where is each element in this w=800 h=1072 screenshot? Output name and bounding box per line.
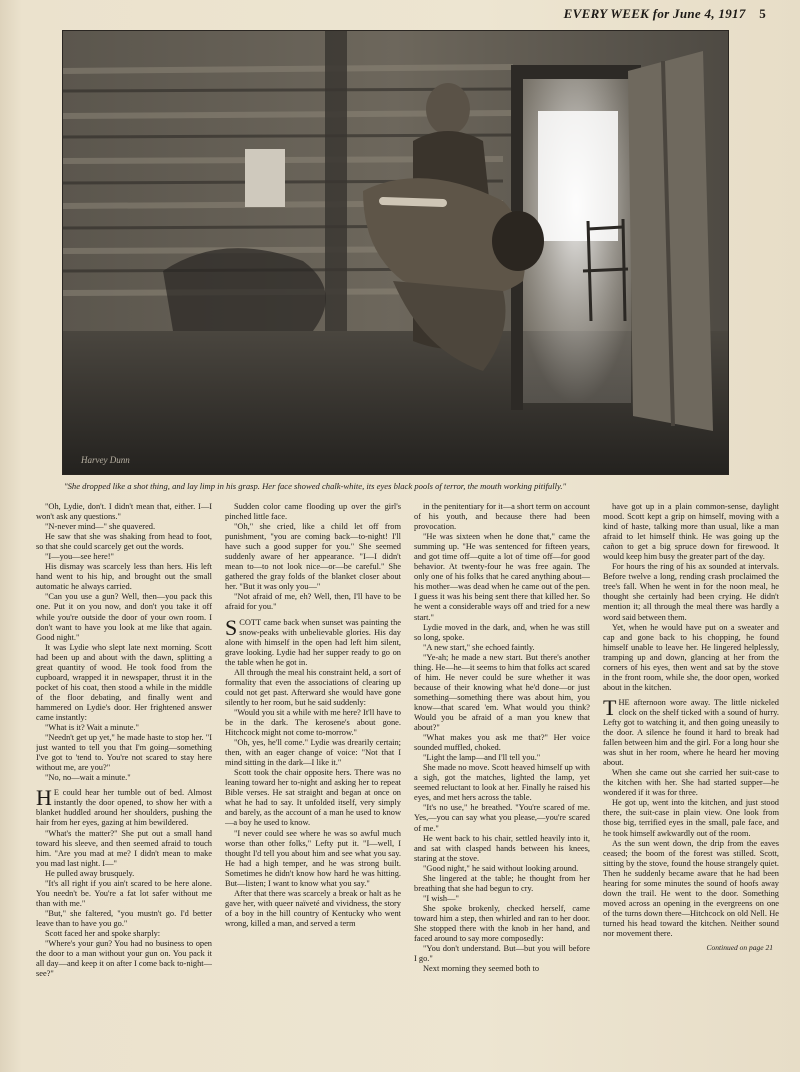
paragraph: She lingered at the table; he thought from her breathing that she had begun to cry.	[414, 873, 590, 893]
paragraph: "I—you—see here!"	[45, 552, 114, 562]
paragraph: "Ye-ah; he made a new start. But there's another thing. He—he—it seems to him that folks act scared of him. He never could be sure whether it was because of their knowing what he'd done—or just something—something there was about him, you know—that scared 'em. What would you think? Would you be afraid of a man you knew that about?"	[414, 652, 590, 733]
page-header	[564, 6, 766, 22]
paragraph: "Would you sit a while with me here? It'll have to be in the dark. The kerosene's about gone. Hitchcock might not come to-morrow."	[225, 707, 401, 738]
section-first-text: HE afternoon wore away. The little nickeled clock on the shelf ticked with a sound of hurry. Lefty got to watching it, and then going uneasily to the door. A silence he found it hard to break had fallen between him and the girl. For a long hour she was shut in her room, where he heard her moving about.	[603, 697, 779, 768]
paragraph: "Oh," she cried, like a child let off from punishment, "you are coming back—to-night! I'll have such a good supper for you." She seemed suddenly aware of her appearance. "I—I didn't mean to—to not look nice—or—be careful." She gathered the gray folds of the blanket closer about her. "But it was only you—"	[225, 522, 401, 592]
column-1	[36, 502, 212, 1057]
drop-cap: T	[603, 694, 617, 720]
column-4	[603, 502, 779, 1057]
paragraph: "N-never mind—" she quavered.	[45, 522, 156, 532]
paragraph: She spoke brokenly, checked herself, came toward him a step, then whirled and ran to her door. She stopped there with the knob in her hand, and faced around to say more composedly:	[414, 903, 590, 944]
paragraph: "I never could see where he was so awful much worse than other folks," Lefty put it. "I—well, I thought I'd tell you about him and see what you say. He had a high temper, and he was strong built. Sometimes he didn't know how hard he was hitting. But—listen; I want to know what you say."	[225, 828, 401, 888]
paragraph: "What makes you ask me that?" Her voice sounded muffled, choked.	[414, 733, 590, 753]
paragraph: "It's no use," he breathed. "You're scared of me. Yes,—you can say what you please,—you're scared of me."	[414, 803, 590, 833]
paragraph: "Not afraid of me, eh? Well, then, I'll have to be afraid for you."	[225, 592, 401, 612]
paragraph: He pulled away brusquely.	[45, 868, 135, 878]
paragraph: For hours the ring of his ax sounded at intervals. Before twelve a long, rending crash proclaimed the tree's fall. When he went in for the noon meal, he thought she certainly had been crying. He didn't mention it; all through the meal there was hardly a word said between them.	[603, 562, 779, 622]
paragraph: Scott took the chair opposite hers. There was no leaning toward her to-night and asking her to repeat Bible verses. He sat straight and began at once on what he had to say. It unfolded itself, very simply and barely, as the account of a man he used to know—a boy he used to know.	[225, 768, 401, 828]
paragraph: Yet, when he would have put on a sweater and cap and gone back to his chopping, he found himself unable to leave her. He lingered helplessly, tramping up and down, glancing at her from the corners of his eyes, then went and sat by the stove in the front room, while she, the door open, worked about in the kitchen.	[603, 622, 779, 692]
paragraph: "I wish—"	[423, 893, 459, 903]
column-3	[414, 502, 590, 1057]
paragraph: "You don't understand. But—but you will before I go."	[414, 944, 590, 964]
paragraph: "Good night," he said without looking around.	[423, 863, 579, 873]
paragraph: "What's the matter?" She put out a small hand toward his sleeve, and then seemed afraid to touch him. "Are you mad at me? I didn't mean to make you mad last night. I—"	[36, 828, 212, 868]
paragraph: Sudden color came flooding up over the girl's pinched little face.	[225, 502, 401, 522]
paragraph: "Where's your gun? You had no business to open the door to a man without your gun on. You pack it all day—and keep it on after I come back to-night—see?"	[36, 939, 212, 979]
paragraph: He got up, went into the kitchen, and just stood there, the suit-case in plain view. One look from those big, terrified eyes in the small, pale face, and he took himself awkwardly out of the room.	[603, 798, 779, 838]
article-columns	[36, 502, 780, 1057]
paragraph: When she came out she carried her suit-case to the kitchen with her. She had started supper—he wondered if it was for three.	[603, 768, 779, 798]
section-start	[603, 694, 779, 768]
paragraph: "No, no—wait a minute."	[45, 773, 131, 783]
continued-link[interactable]: Continued on page 21	[706, 943, 773, 953]
paragraph: "Can you use a gun? Well, then—you pack this one. Put it on you now, and don't you take it off while you're outside the door of your own room. I don't want to have you look at me like that again. Good night."	[36, 592, 212, 642]
drop-cap: H	[36, 785, 52, 811]
paragraph: "A new start," she echoed faintly.	[423, 642, 535, 652]
wall-notice	[245, 149, 285, 207]
paragraph: Lydie moved in the dark, and, when he was still so long, spoke.	[414, 622, 590, 642]
paragraph: "He was sixteen when he done that," came the summing up. "He was sentenced for fifteen years, and got time off—quite a lot of time off—for good behavior. At twenty-four he was free again. The only one of his folks that he cared anything about—his mother—was dead when he came out of the pen. I guess it was his being sent there that killed her. So he went a considerable ways off and tried for a new start."	[414, 532, 590, 622]
paragraph: "Oh, yes, he'll come." Lydie was drearily certain; then, with an eager change of voice: "Not that I mind sitting in the dark—I like it."	[225, 738, 401, 768]
paragraph: "It's all right if you ain't scared to be here alone. You needn't be. You're a fat lot safer without me than with me."	[36, 878, 212, 908]
illustration-caption: "She dropped like a shot thing, and lay limp in his grasp. Her face showed chalk-white, its eyes black pools of terror, the mouth working pitifully."	[64, 481, 567, 491]
paragraph: It was Lydie who slept late next morning. Scott had been up and about with the dawn, splitting a great quantity of wood. He took food from the cupboard, wrapped it in newspaper, thrust it in the pocket of his coat, then stood a while in the middle of the floor debating, and finally went and hammered on Lydie's door. Her frightened answer came instantly:	[36, 642, 212, 722]
column-2	[225, 502, 401, 1057]
paragraph: Scott faced her and spoke sharply:	[45, 928, 161, 938]
paragraph: After that there was scarcely a break or halt as he gave her, with queer naïveté and vividness, the story of a boy in the hill country of Kentucky who went wrong, killed a man, and served a term	[225, 888, 401, 928]
paragraph: As the sun went down, the drip from the eaves ceased; the boom of the forest was stilled. Scott, sitting by the stove, found the house strangely quiet. Then he suddenly became aware that he had been hearing for some minutes the sound of hoofs away down the trail. He went to the door. Something moved across an opening in the evergreens on one of the turns down there—Hitchcock on old Nell. He turned his head toward the kitchen. Neither sound nor movement there.	[603, 838, 779, 938]
paragraph: have got up in a plain common-sense, daylight mood. Scott kept a grip on himself, moving with a kind of haste, talking more than usual, like a man afraid to let himself think. He was going up the cañon to get a big spruce down for firewood. It would keep him busy the greater part of the day.	[603, 502, 779, 562]
paragraph: Next morning they seemed both to	[423, 964, 540, 974]
section-start	[225, 614, 401, 668]
section-first-text: COTT came back when sunset was painting the snow-peaks with unbelievable glories. His day alone with himself in the open had left him silent, grave looking. Lydie had her supper ready to go on the table when he got in.	[225, 617, 401, 667]
paragraph: All through the meal his constraint held, a sort of formality that even the associations of clearing up could not get past. Afterward she would have gone silently to her room, but he said suddenly:	[225, 667, 401, 707]
paragraph: "Needn't get up yet," he made haste to stop her. "I just wanted to tell you that I'm going—something I've got to 'tend to. You're not scared to stay here without me, are you?"	[36, 733, 212, 773]
illustration-art	[63, 31, 728, 474]
paragraph: "But," she faltered, "you mustn't go. I'd better leave than to have you go."	[36, 908, 212, 928]
story-illustration	[62, 30, 729, 475]
paragraph: He went back to his chair, settled heavily into it, and sat with clasped hands between his knees, staring at the stove.	[414, 833, 590, 863]
drop-cap: S	[225, 614, 238, 640]
paragraph: She made no move. Scott heaved himself up with a sigh, got the matches, lighted the lamp, yet seemed reluctant to look at her. Finally he raised his eyes, and met hers across the table.	[414, 763, 590, 803]
paragraph: He saw that she was shaking from head to foot, so that she could scarcely get out the words.	[36, 532, 212, 552]
section-start	[36, 785, 212, 828]
section-first-text: E could hear her tumble out of bed. Almost instantly the door opened, to show her with a blanket huddled around her shoulders, pushing the hair from her eyes, gazing at him bewildered.	[36, 788, 212, 828]
artist-signature: Harvey Dunn	[81, 455, 130, 465]
magazine-title: EVERY WEEK for June 4, 1917	[563, 6, 746, 21]
paragraph: "What is it? Wait a minute."	[45, 723, 139, 733]
paragraph: in the penitentiary for it—a short term on account of his youth, and because there had been provocation.	[414, 502, 590, 532]
paragraph: His dismay was scarcely less than hers. His left hand went to his hip, and brought out the small automatic he always carried.	[36, 562, 212, 592]
paragraph: "Light the lamp—and I'll tell you."	[423, 753, 541, 763]
paragraph: "Oh, Lydie, don't. I didn't mean that, either. I—I won't ask any questions."	[36, 502, 212, 522]
page-number: 5	[759, 6, 766, 21]
